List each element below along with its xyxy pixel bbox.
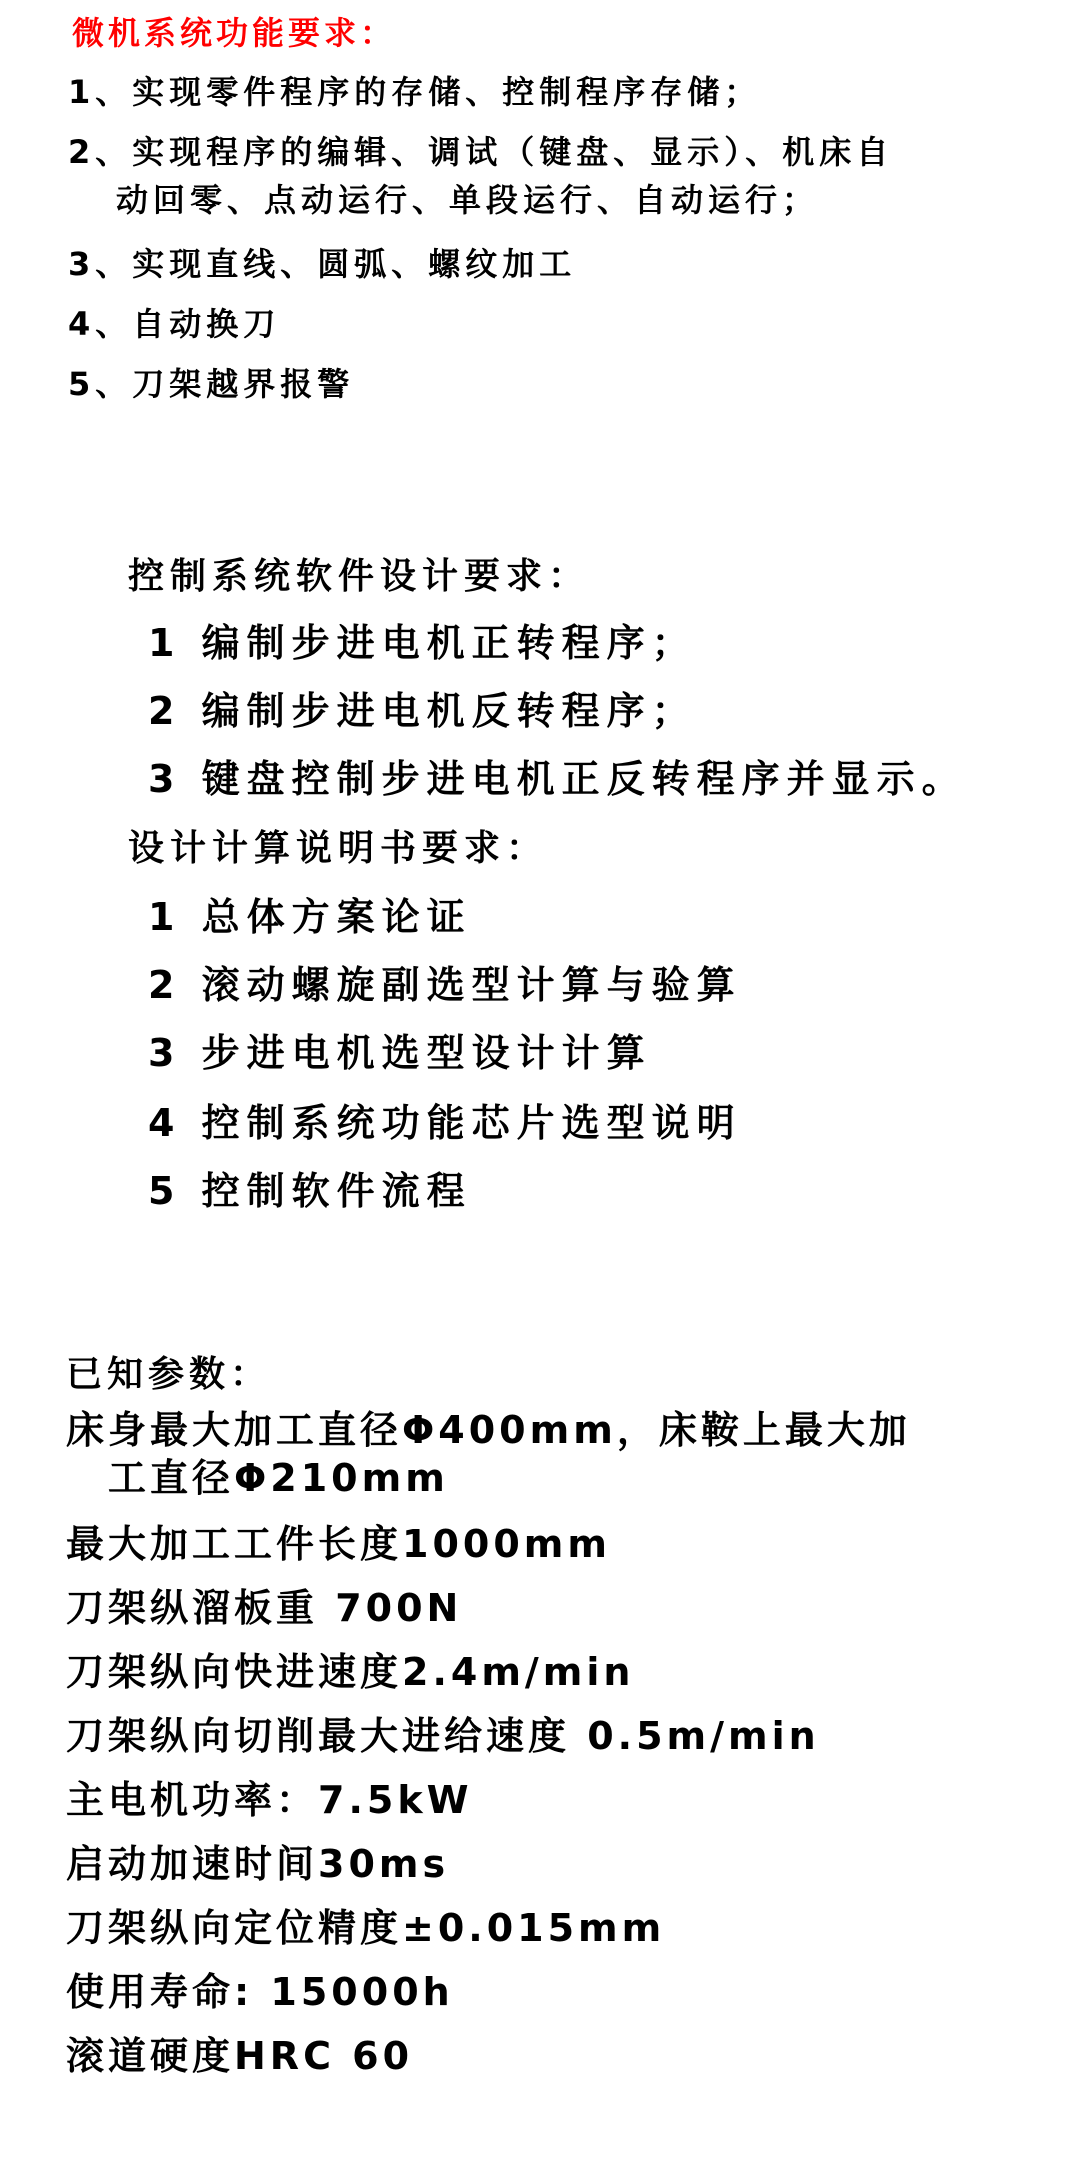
param-service-life: 使用寿命: 15000h — [66, 1970, 454, 2014]
functional-item-1: 1、实现零件程序的存储、控制程序存储； — [68, 73, 762, 111]
functional-item-2 — [68, 128, 1028, 224]
param-carriage-weight: 刀架纵溜板重 700N — [66, 1586, 463, 1630]
manual-item-5: 5 控制软件流程 — [148, 1169, 472, 1213]
functional-item-3: 3、实现直线、圆弧、螺纹加工 — [68, 245, 577, 283]
software-item-2: 2 编制步进电机反转程序； — [148, 689, 697, 733]
manual-item-1: 1 总体方案论证 — [148, 895, 472, 939]
manual-requirements-title: 设计计算说明书要求： — [128, 828, 549, 869]
functional-item-5: 5、刀架越界报警 — [68, 365, 355, 403]
functional-item-2-line2: 动回零、点动运行、单段运行、自动运行； — [116, 181, 820, 219]
param-max-workpiece-length: 最大加工工件长度1000mm — [66, 1522, 611, 1566]
param-bed-diameter — [66, 1406, 911, 1502]
functional-item-4: 4、自动换刀 — [68, 305, 281, 343]
manual-item-4: 4 控制系统功能芯片选型说明 — [148, 1101, 742, 1145]
param-feed-speed: 刀架纵向切削最大进给速度 0.5m/min — [66, 1714, 820, 1758]
software-item-1: 1 编制步进电机正转程序； — [148, 621, 697, 665]
param-bed-diameter-line1: 床身最大加工直径Φ400mm，床鞍上最大加 — [66, 1408, 911, 1452]
param-bed-diameter-line2: 工直径Φ210mm — [108, 1456, 449, 1500]
manual-item-3: 3 步进电机选型设计计算 — [148, 1031, 652, 1075]
known-parameters-title: 已知参数： — [66, 1354, 272, 1395]
software-item-3: 3 键盘控制步进电机正反转程序并显示。 — [148, 757, 967, 801]
functional-requirements-title: 微机系统功能要求： — [72, 14, 397, 52]
functional-item-2-line1: 2、实现程序的编辑、调试（键盘、显示）、机床自 — [68, 133, 894, 171]
manual-item-2: 2 滚动螺旋副选型计算与验算 — [148, 963, 742, 1007]
software-requirements-title: 控制系统软件设计要求： — [128, 556, 591, 597]
param-positioning-accuracy: 刀架纵向定位精度±0.015mm — [66, 1906, 666, 1950]
param-motor-power: 主电机功率：7.5kW — [66, 1778, 473, 1822]
param-raceway-hardness: 滚道硬度HRC 60 — [66, 2034, 414, 2078]
param-rapid-speed: 刀架纵向快进速度2.4m/min — [66, 1650, 635, 1694]
param-accel-time: 启动加速时间30ms — [66, 1842, 450, 1886]
